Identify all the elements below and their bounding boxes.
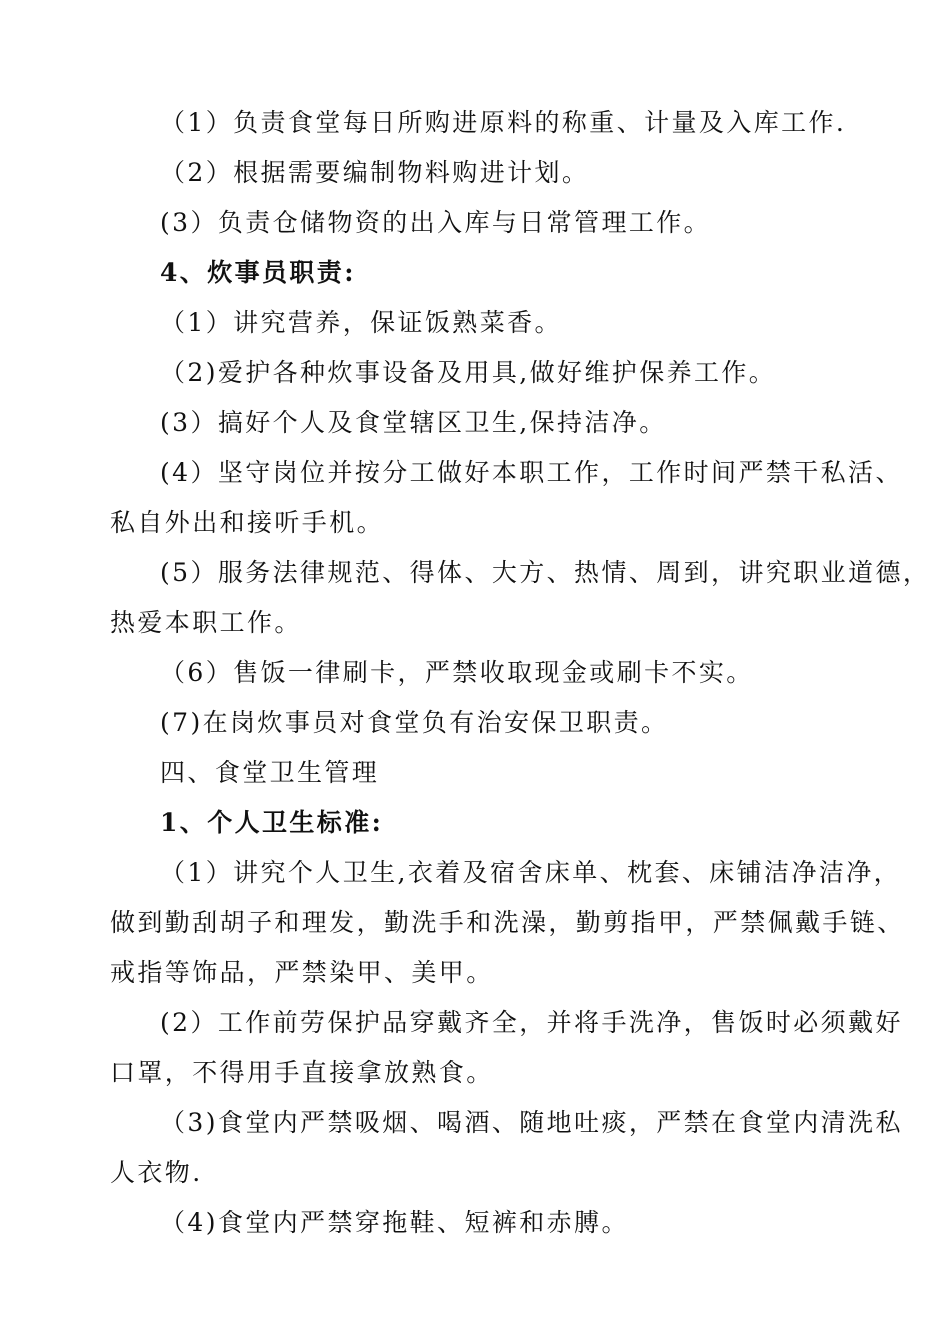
text-line: (2）工作前劳保护品穿戴齐全，并将手洗净，售饭时必须戴好 xyxy=(160,1008,903,1037)
text-line: （2)爱护各种炊事设备及用具,做好维护保养工作。 xyxy=(160,358,777,387)
text-line: （2）根据需要编制物料购进计划。 xyxy=(160,158,590,187)
text-line: 戒指等饰品，严禁染甲、美甲。 xyxy=(110,958,494,987)
text-line: 做到勤刮胡子和理发，勤洗手和洗澡，勤剪指甲，严禁佩戴手链、 xyxy=(110,908,905,937)
section-heading: 四、食堂卫生管理 xyxy=(160,758,380,787)
text-line: （4)食堂内严禁穿拖鞋、短裤和赤膊。 xyxy=(160,1208,629,1237)
text-line: （6）售饭一律刷卡，严禁收取现金或刷卡不实。 xyxy=(160,658,754,687)
text-line: (7)在岗炊事员对食堂负有治安保卫职责。 xyxy=(160,708,669,737)
section-heading: 4、炊事员职责: xyxy=(160,258,356,287)
text-line: （1）负责食堂每日所购进原料的称重、计量及入库工作. xyxy=(160,108,847,137)
text-line: (5）服务法律规范、得体、大方、热情、周到，讲究职业道德， xyxy=(160,558,931,587)
text-line: (3）搞好个人及食堂辖区卫生,保持洁净。 xyxy=(160,408,667,437)
text-line: 口罩，不得用手直接拿放熟食。 xyxy=(110,1058,494,1087)
text-line: 人衣物. xyxy=(110,1158,203,1187)
text-line: (4）坚守岗位并按分工做好本职工作，工作时间严禁干私活、 xyxy=(160,458,903,487)
text-line: （1）讲究个人卫生,衣着及宿舍床单、枕套、床铺洁净洁净， xyxy=(160,858,902,887)
text-line: (3）负责仓储物资的出入库与日常管理工作。 xyxy=(160,208,712,237)
text-line: （1）讲究营养，保证饭熟菜香。 xyxy=(160,308,562,337)
section-heading: 1、个人卫生标准: xyxy=(160,808,384,837)
text-line: （3)食堂内严禁吸烟、喝酒、随地吐痰，严禁在食堂内清洗私 xyxy=(160,1108,903,1137)
text-line: 私自外出和接听手机。 xyxy=(110,508,385,537)
text-line: 热爱本职工作。 xyxy=(110,608,302,637)
